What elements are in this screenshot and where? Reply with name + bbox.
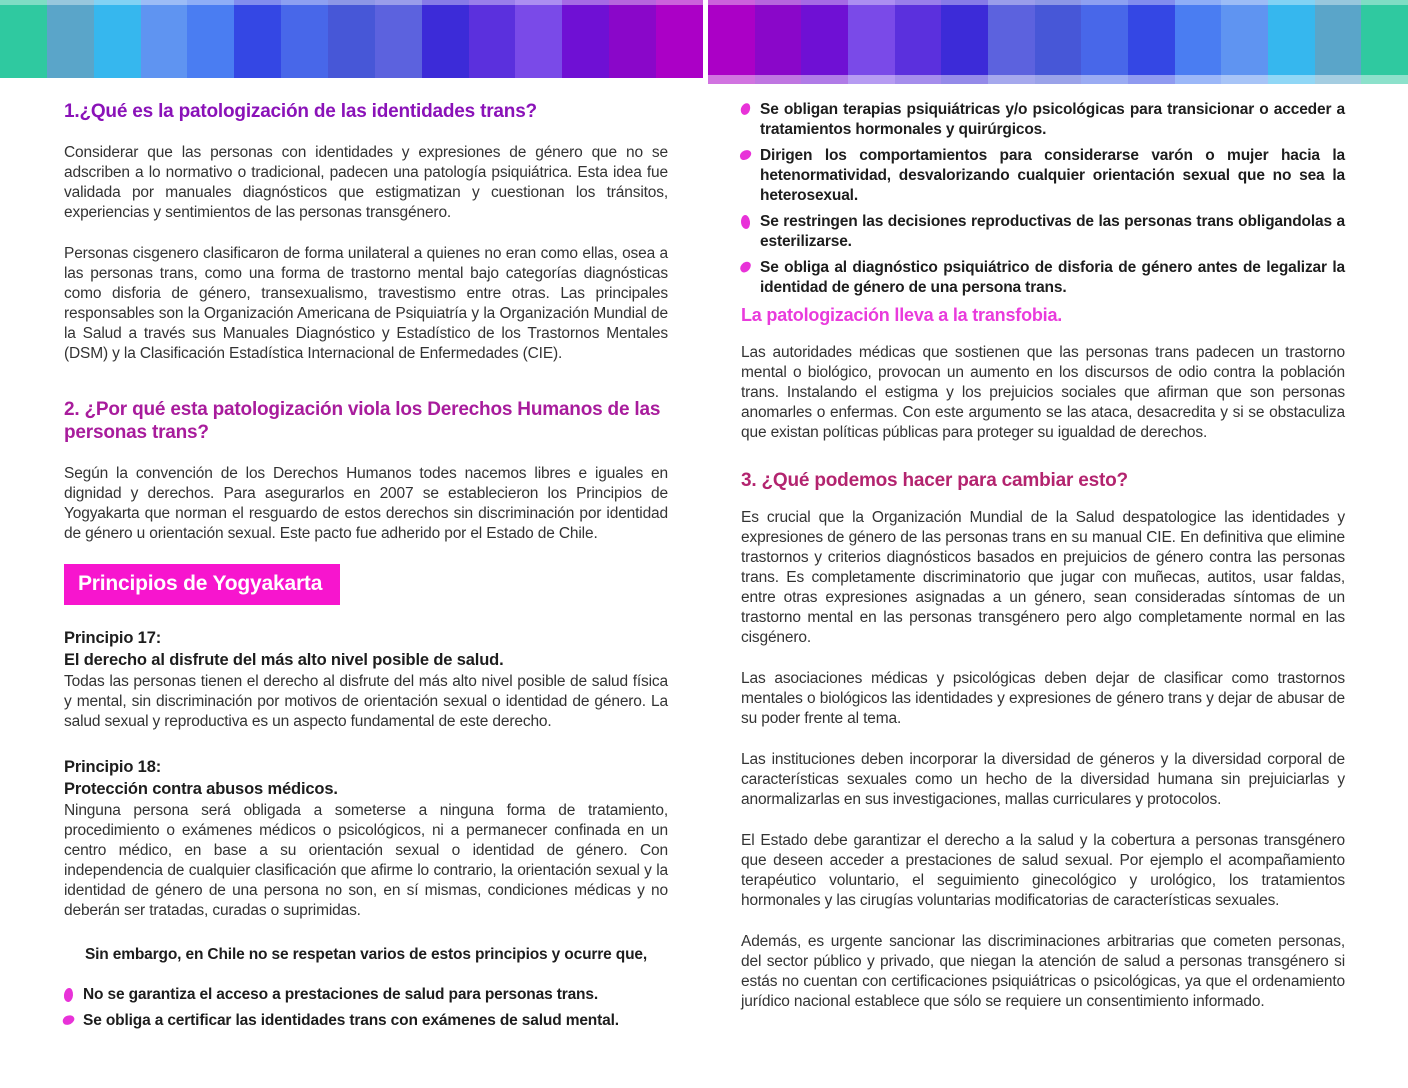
section1-paragraph-2: Personas cisgenero clasificaron de forma unilateral a quienes no eran como ellas, osea a las personas trans, como una forma de trastorno mental bajo categorías diagnósticas como disforia de género, transexualismo, travestismo entre otras. Las principales responsables son la Organización Americana de Psiquiatría y la Organización Mundial de la Salud a través sus Manuales Diagnóstico y Estadístico de los Trastornos Mentales (DSM) y la Clasificación Estadística Internacional de Enfermedades (CIE).	[64, 245, 668, 362]
list-item	[64, 985, 668, 1005]
list-item	[741, 212, 1345, 252]
banner-stripe	[281, 0, 328, 78]
yogyakarta-title: Principios de Yogyakarta	[78, 572, 323, 595]
left-column	[64, 100, 668, 1037]
banner-stripe	[988, 0, 1035, 84]
banner-stripe	[1221, 0, 1268, 84]
chile-note: Sin embargo, en Chile no se respetan varios de estos principios y ocurre que,	[84, 946, 648, 963]
banner-stripe	[1035, 0, 1082, 84]
section3-paragraph-5: Además, es urgente sancionar las discriminaciones arbitrarias que cometen personas, del sector público y privado, que niegan la atención de salud a personas transgénero si estás no cuentan con certificaciones psiquiátricas o psicológicas, ya que el ordenamiento jurídico nacional establece que sólo se requiere un consentimiento informado.	[741, 933, 1345, 1010]
banner-stripe	[1175, 0, 1222, 84]
banner-stripe	[801, 0, 848, 84]
principle-17	[64, 627, 668, 732]
banner-stripe	[328, 0, 375, 78]
principle-18	[64, 756, 668, 921]
bullet-blob-icon	[64, 988, 74, 1003]
gradient-banner-right	[708, 0, 1408, 84]
principle-18-subtitle: Protección contra abusos médicos.	[64, 780, 338, 798]
bullet-blob-icon	[738, 148, 753, 162]
banner-stripe	[94, 0, 141, 78]
banner-stripe	[1268, 0, 1315, 84]
right-bullet-list	[741, 100, 1345, 298]
banner-stripe	[0, 0, 47, 78]
bullet-text: Dirigen los comportamientos para considerarse varón o mujer hacia la hetenormatividad, desvalorizando cualquier orientación sexual que no sea la heterosexual.	[760, 147, 1345, 204]
banner-stripe	[755, 0, 802, 84]
bullet-text: No se garantiza el acceso a prestaciones de salud para personas trans.	[83, 986, 599, 1003]
banner-stripe	[187, 0, 234, 78]
principle-17-title: Principio 17:	[64, 629, 162, 647]
bullet-text: Se restringen las decisiones reproductivas de las personas trans obligandolas a esterilizarse.	[760, 213, 1345, 250]
banner-stripe	[1361, 0, 1408, 84]
bullet-text: Se obliga a certificar las identidades trans con exámenes de salud mental.	[83, 1012, 619, 1029]
bullet-text: Se obliga al diagnóstico psiquiátrico de disforia de género antes de legalizar la identidad de género de una persona trans.	[760, 259, 1345, 296]
principle-18-title: Principio 18:	[64, 758, 162, 776]
bullet-blob-icon	[739, 102, 751, 116]
section1-paragraph-1: Considerar que las personas con identidades y expresiones de género que no se adscriben a lo normativo o tradicional, padecen una patología psiquiátrica. Esta idea fue validada por manuales diagnósticos que estigmatizan y cuestionan los tránsitos, experiencias y sentimientos de las personas transgénero.	[64, 144, 668, 221]
banner-stripe	[609, 0, 656, 78]
banner-stripe	[515, 0, 562, 78]
section3-paragraph-3: Las instituciones deben incorporar la diversidad de géneros y la diversidad corporal de características sexuales como un hecho de la diversidad humana sin prejuiciarlas y anormalizarlas en sus investigaciones, mallas curriculares y protocolos.	[741, 751, 1345, 808]
list-item	[741, 146, 1345, 206]
section3-paragraph-2: Las asociaciones médicas y psicológicas deben dejar de clasificar como trastornos mentales o biológicos las identidades y expresiones de género trans y dejar de abusar de su poder frente al tema.	[741, 670, 1345, 727]
bullet-blob-icon	[740, 214, 751, 229]
gradient-banner-left	[0, 0, 703, 78]
banner-stripe	[941, 0, 988, 84]
banner-stripe	[656, 0, 703, 78]
transfobia-paragraph: Las autoridades médicas que sostienen que las personas trans padecen un trastorno mental o biológico, provocan un aumento en los discursos de odio contra la población trans. Instalando el estigma y los prejuicios sociales que afirman que son personas anomarles o enfermas. Con este argumento se las ataca, desacredita y si se obstaculiza que existan políticas públicas para proteger su igualdad de derechos.	[741, 344, 1345, 441]
section2-paragraph: Según la convención de los Derechos Humanos todes nacemos libres e iguales en dignidad y derechos. Para asegurarlos en 2007 se establecieron los Principios de Yogyakarta que norman el resguardo de estos derechos sin discriminación por identidad de género u orientación sexual. Este pacto fue adherido por el Estado de Chile.	[64, 465, 668, 542]
transfobia-heading: La patologización lleva a la transfobia.	[741, 305, 1063, 325]
list-item	[741, 258, 1345, 298]
bullet-text: Se obligan terapias psiquiátricas y/o psicológicas para transicionar o acceder a tratamientos hormonales y quirúrgicos.	[760, 101, 1345, 138]
banner-stripe	[895, 0, 942, 84]
banner-stripe	[375, 0, 422, 78]
banner-stripe	[234, 0, 281, 78]
section3-heading: 3. ¿Qué podemos hacer para cambiar esto?	[741, 470, 1128, 491]
section2-heading: 2. ¿Por qué esta patologización viola los Derechos Humanos de las personas trans?	[64, 399, 661, 443]
banner-stripe	[1081, 0, 1128, 84]
banner-stripe	[141, 0, 188, 78]
yogyakarta-title-box	[64, 564, 340, 605]
bullet-blob-icon	[61, 1013, 76, 1027]
section3-paragraph-1: Es crucial que la Organización Mundial de la Salud despatologice las identidades y expresiones de género de las personas trans en su manual CIE. En definitiva que elimine trastornos y criterios diagnósticos basados en prejuicios de género contra las personas trans. Es completamente discriminatorio que jugar con muñecas, autitos, usar faldas, entre otras expresiones asignadas a un género, sean consideradas síntomas de un trastorno mental en las personas transgénero pero algo completamente normal en las cisgénero.	[741, 509, 1345, 646]
principle-17-subtitle: El derecho al disfrute del más alto nivel posible de salud.	[64, 651, 504, 669]
banner-stripe	[708, 0, 755, 84]
banner-stripe	[562, 0, 609, 78]
banner-stripe	[848, 0, 895, 84]
left-bullet-list	[64, 985, 668, 1031]
section1-heading: 1.¿Qué es la patologización de las identidades trans?	[64, 101, 537, 122]
banner-stripe	[1315, 0, 1362, 84]
right-column	[741, 100, 1345, 1033]
banner-stripe	[1128, 0, 1175, 84]
principle-18-body: Ninguna persona será obligada a someterse a ninguna forma de tratamiento, procedimiento o exámenes médicos o psicológicos, ni a permanecer confinada en un centro médico, en base a su orientación sexual o identidad de género. Con independencia de cualquier clasificación que afirme lo contrario, la orientación sexual y la identidad de género de una persona no son, en sí mismas, condiciones médicas y no deberán ser tratadas, curadas o suprimidas.	[64, 802, 668, 919]
banner-stripe	[422, 0, 469, 78]
principle-17-body: Todas las personas tienen el derecho al disfrute del más alto nivel posible de salud física y mental, sin discriminación por motivos de orientación sexual o identidad de género. La salud sexual y reproductiva es un aspecto fundamental de este derecho.	[64, 673, 668, 730]
banner-stripe	[469, 0, 516, 78]
list-item	[64, 1011, 668, 1031]
section3-paragraph-4: El Estado debe garantizar el derecho a la salud y la cobertura a personas transgénero que deseen acceder a prestaciones de salud sexual. Por ejemplo el acompañamiento terapéutico voluntario, el seguimiento ginecológico y urológico, los tratamientos hormonales y las cirugías voluntarias modificatorias de características sexuales.	[741, 832, 1345, 909]
banner-stripe	[47, 0, 94, 78]
bullet-blob-icon	[738, 260, 753, 275]
list-item	[741, 100, 1345, 140]
